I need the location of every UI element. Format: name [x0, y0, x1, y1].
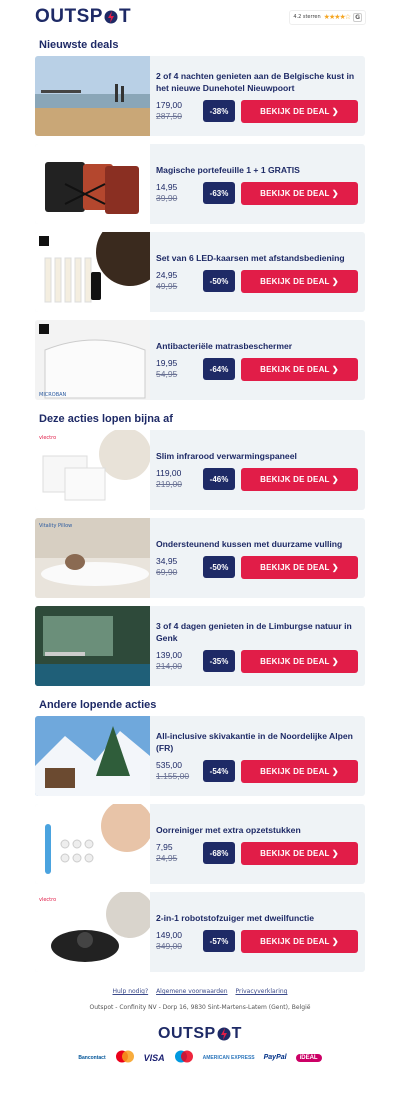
bolt-icon — [104, 9, 118, 25]
deal-card[interactable] — [35, 144, 365, 224]
view-deal-button[interactable]: BEKIJK DE DEAL ❯ — [241, 358, 358, 381]
deal-prices — [156, 270, 203, 292]
star-icons: ★★★★☆ — [323, 13, 351, 21]
deal-card[interactable] — [35, 518, 365, 598]
discount-badge: -50% — [203, 556, 235, 578]
deal-price-row — [156, 100, 360, 123]
help-link[interactable]: Hulp nodig? — [112, 988, 149, 995]
deal-image[interactable] — [35, 144, 150, 224]
deal-prices — [156, 842, 203, 864]
paypal-icon: PayPal — [263, 1054, 287, 1061]
maestro-icon — [174, 1050, 194, 1065]
footer-logo-text-2: T — [231, 1025, 242, 1042]
deal-image[interactable] — [35, 892, 150, 972]
deal-card[interactable] — [35, 320, 365, 400]
view-deal-button[interactable]: BEKIJK DE DEAL ❯ — [241, 556, 358, 579]
deal-card[interactable] — [35, 892, 365, 972]
outspot-logo[interactable] — [35, 6, 131, 28]
view-deal-button[interactable]: BEKIJK DE DEAL ❯ — [241, 100, 358, 123]
deal-info — [150, 518, 365, 598]
privacy-link[interactable]: Privacyverklaring — [235, 988, 288, 995]
deal-info — [150, 430, 365, 510]
mastercard-icon — [115, 1050, 135, 1065]
deal-prices — [156, 468, 203, 490]
deal-price-row — [156, 468, 360, 491]
rating-text: 4.2 sterren — [293, 14, 321, 20]
deal-image[interactable] — [35, 518, 150, 598]
deal-info — [150, 804, 365, 884]
deal-image[interactable] — [35, 606, 150, 686]
deal-price: 19,95 — [156, 358, 178, 368]
deal-info — [150, 232, 365, 312]
svg-text:vlectro: vlectro — [39, 435, 57, 441]
deal-image[interactable] — [35, 56, 150, 136]
view-deal-button[interactable]: BEKIJK DE DEAL ❯ — [241, 270, 358, 293]
section-title: Deze acties lopen bijna af — [39, 413, 173, 425]
section-title: Nieuwste deals — [39, 39, 119, 51]
deal-info — [150, 144, 365, 224]
deal-prices — [156, 182, 203, 204]
deal-old-price: 214,00 — [156, 661, 182, 671]
deal-title[interactable]: 2-in-1 robotstofzuiger met dweilfunctie — [156, 912, 315, 923]
deal-price: 179,00 — [156, 100, 182, 110]
deal-price-row — [156, 270, 360, 293]
deal-card[interactable] — [35, 232, 365, 312]
deal-price: 139,00 — [156, 650, 182, 660]
deal-image[interactable] — [35, 232, 150, 312]
deal-info — [150, 716, 365, 796]
deal-price-row — [156, 182, 360, 205]
deal-info — [150, 320, 365, 400]
deal-price: 535,00 — [156, 760, 182, 770]
deal-image[interactable] — [35, 804, 150, 884]
deal-info — [150, 56, 365, 136]
discount-badge: -68% — [203, 842, 235, 864]
deal-price: 119,00 — [156, 468, 182, 478]
deal-price: 14,95 — [156, 182, 178, 192]
deal-price: 7,95 — [156, 842, 173, 852]
deal-title[interactable]: Oorreiniger met extra opzetstukken — [156, 824, 301, 835]
deal-prices — [156, 556, 203, 578]
ideal-icon: iDEAL — [296, 1054, 322, 1062]
deal-card[interactable] — [35, 430, 365, 510]
deal-prices — [156, 358, 203, 380]
deal-price-row — [156, 650, 360, 673]
sections-container — [0, 34, 400, 972]
deal-title[interactable]: All-inclusive skivakantie in de Noordelijke Alpen (FR) — [156, 730, 353, 753]
view-deal-button[interactable]: BEKIJK DE DEAL ❯ — [241, 468, 358, 491]
rating-badge[interactable] — [289, 10, 366, 25]
deal-title[interactable]: 3 of 4 dagen genieten in de Limburgse natuur in Genk — [156, 620, 352, 643]
deal-title[interactable]: Magische portefeuille 1 + 1 GRATIS — [156, 164, 300, 175]
amex-icon: AMERICAN EXPRESS — [202, 1054, 255, 1061]
deal-title[interactable]: Set van 6 LED-kaarsen met afstandsbediening — [156, 252, 345, 263]
deal-card[interactable] — [35, 56, 365, 136]
deal-price-row — [156, 556, 360, 579]
google-icon: G — [355, 13, 360, 21]
visa-icon: VISA — [143, 1052, 165, 1063]
deal-image[interactable] — [35, 430, 150, 510]
deal-old-price: 287,50 — [156, 111, 182, 121]
discount-badge: -35% — [203, 650, 235, 672]
footer-links — [0, 988, 400, 995]
deal-title[interactable]: 2 of 4 nachten genieten aan de Belgische kust in het nieuwe Dunehotel Nieuwpoort — [156, 70, 355, 93]
deal-old-price: 69,90 — [156, 567, 178, 577]
bancontact-icon: Bancontact — [78, 1054, 106, 1061]
svg-text:MICROBAN: MICROBAN — [39, 392, 67, 398]
deal-old-price: 1.155,00 — [156, 771, 190, 781]
deal-info — [150, 606, 365, 686]
footer-logo-text-1: OUTSP — [158, 1025, 216, 1042]
deal-price-row — [156, 842, 360, 865]
discount-badge: -54% — [203, 760, 235, 782]
deal-title[interactable]: Antibacteriële matrasbeschermer — [156, 340, 293, 351]
deal-price: 24,95 — [156, 270, 178, 280]
deal-old-price: 219,00 — [156, 479, 182, 489]
discount-badge: -63% — [203, 182, 235, 204]
header — [0, 0, 400, 34]
deal-price: 149,00 — [156, 930, 182, 940]
section-title: Andere lopende acties — [39, 699, 157, 711]
deal-prices — [156, 760, 203, 782]
logo-text-2: T — [118, 6, 132, 27]
svg-text:vlectro: vlectro — [39, 897, 57, 903]
deal-title[interactable]: Slim infrarood verwarmingspaneel — [156, 450, 297, 461]
discount-badge: -38% — [203, 100, 235, 122]
deal-info — [150, 892, 365, 972]
discount-badge: -64% — [203, 358, 235, 380]
discount-badge: -50% — [203, 270, 235, 292]
terms-link[interactable]: Algemene voorwaarden — [156, 988, 228, 995]
deal-price: 34,95 — [156, 556, 178, 566]
company-address: Outspot - Confinity NV - Dorp 16, 9830 Sint-Martens-Latem (Gent), België — [89, 1004, 311, 1011]
deal-prices — [156, 930, 203, 952]
deal-price-row — [156, 760, 360, 783]
deal-old-price: 49,95 — [156, 281, 178, 291]
deal-card[interactable] — [35, 716, 365, 796]
deal-prices — [156, 650, 203, 672]
deal-old-price: 54,95 — [156, 369, 178, 379]
payment-methods — [0, 1050, 400, 1065]
view-deal-button[interactable]: BEKIJK DE DEAL ❯ — [241, 930, 358, 953]
view-deal-button[interactable]: BEKIJK DE DEAL ❯ — [241, 650, 358, 673]
view-deal-button[interactable]: BEKIJK DE DEAL ❯ — [241, 760, 358, 783]
svg-text:Vitality Pillow: Vitality Pillow — [39, 523, 73, 529]
deal-title[interactable]: Ondersteunend kussen met duurzame vulling — [156, 538, 343, 549]
footer-logo[interactable] — [0, 1025, 400, 1043]
view-deal-button[interactable]: BEKIJK DE DEAL ❯ — [241, 182, 358, 205]
footer-bolt-icon — [217, 1026, 231, 1042]
view-deal-button[interactable]: BEKIJK DE DEAL ❯ — [241, 842, 358, 865]
deal-old-price: 349,00 — [156, 941, 182, 951]
deal-prices — [156, 100, 203, 122]
deal-image[interactable] — [35, 716, 150, 796]
logo-text-1: OUTSP — [35, 6, 103, 27]
deal-old-price: 39,90 — [156, 193, 178, 203]
discount-badge: -46% — [203, 468, 235, 490]
deal-price-row — [156, 358, 360, 381]
deal-old-price: 24,95 — [156, 853, 178, 863]
deal-card[interactable] — [35, 804, 365, 884]
deal-image[interactable] — [35, 320, 150, 400]
deal-card[interactable] — [35, 606, 365, 686]
discount-badge: -57% — [203, 930, 235, 952]
deal-price-row — [156, 930, 360, 953]
